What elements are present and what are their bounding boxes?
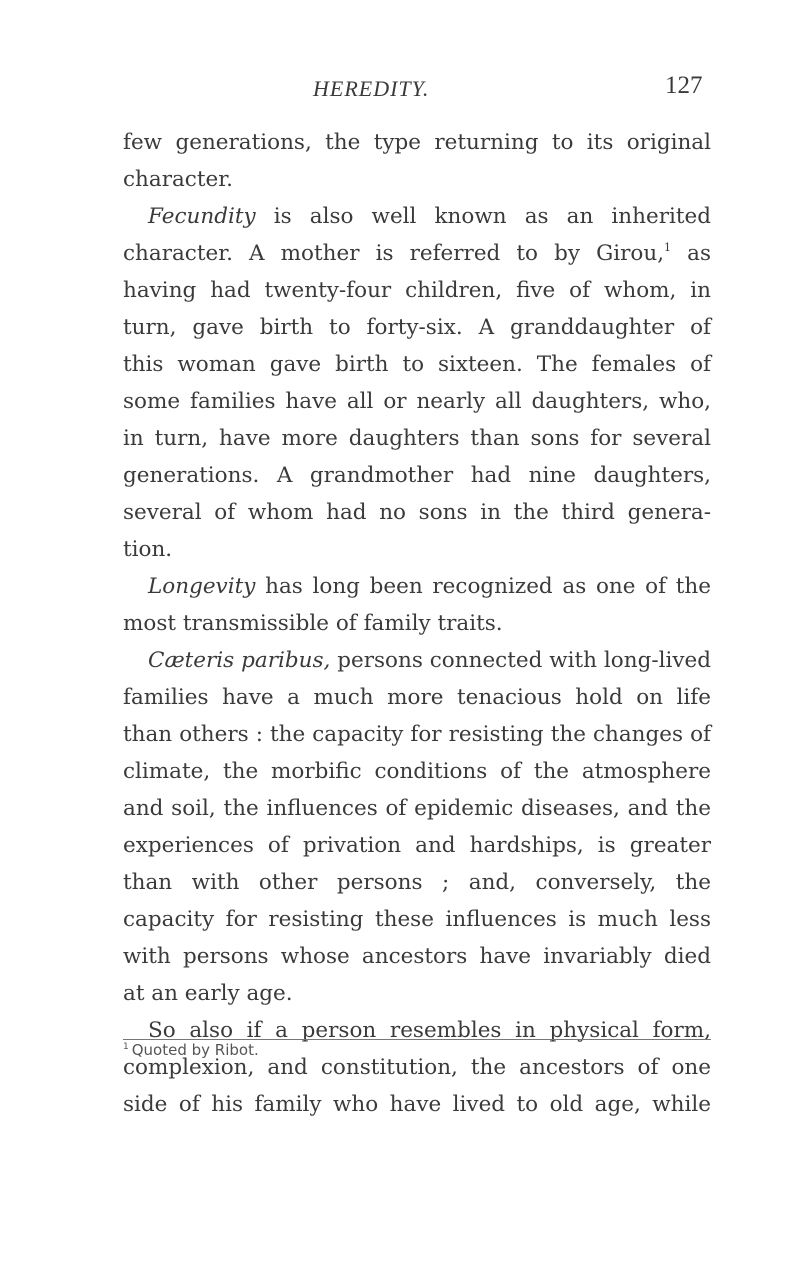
text-segment: character. A mother is referred to by Girou, — [123, 241, 665, 266]
text-line: capacity for resisting these influences is much less — [123, 907, 711, 932]
text-line: several of whom had no sons in the third genera- — [123, 500, 711, 525]
text-line: than with other persons ; and, conversely, the — [123, 870, 711, 895]
text-line — [123, 642, 711, 679]
text-line: than others : the capacity for resisting the changes of — [123, 722, 711, 747]
text-line: experiences of privation and hardships, is greater — [123, 833, 711, 858]
text-line — [123, 198, 711, 235]
text-line: most transmissible of family traits. — [123, 611, 503, 636]
italic-term-caeteris-paribus: Cæteris paribus, — [148, 648, 331, 673]
running-title: HEREDITY. — [313, 76, 430, 101]
footnote-divider — [123, 1039, 711, 1040]
text-line: at an early age. — [123, 981, 293, 1006]
page-number: 127 — [665, 72, 703, 99]
text-line: this woman gave birth to sixteen. The females of — [123, 352, 711, 377]
text-segment: has long been recognized as one of the — [265, 574, 711, 599]
text-line: side of his family who have lived to old age, while — [123, 1092, 711, 1117]
text-line: having had twenty-four children, five of whom, in — [123, 278, 711, 303]
text-line — [123, 235, 711, 272]
text-line: and soil, the influences of epidemic diseases, and the — [123, 796, 711, 821]
text-line: in turn, have more daughters than sons for several — [123, 426, 711, 451]
text-segment: as — [687, 241, 711, 266]
body-text — [123, 124, 711, 1123]
text-line: tion. — [123, 537, 173, 562]
text-line: some families have all or nearly all daughters, who, — [123, 389, 711, 414]
text-line: few generations, the type returning to its original — [123, 130, 711, 155]
footnote — [123, 1041, 259, 1059]
text-line: So also if a person resembles in physical form, — [148, 1018, 711, 1043]
footnote-text: Quoted by Ribot. — [131, 1041, 259, 1059]
footnote-reference: 1 — [664, 241, 672, 254]
text-segment: is also well known as an inherited — [273, 204, 711, 229]
text-line: turn, gave birth to forty-six. A granddaughter of — [123, 315, 711, 340]
text-segment: persons connected with long-lived — [337, 648, 711, 673]
text-line: generations. A grandmother had nine daughters, — [123, 463, 711, 488]
text-line: families have a much more tenacious hold on life — [123, 685, 711, 710]
text-line: character. — [123, 167, 233, 192]
footnote-marker: 1 — [123, 1042, 129, 1052]
italic-term-fecundity: Fecundity — [148, 204, 256, 229]
text-line: with persons whose ancestors have invariably died — [123, 944, 711, 969]
italic-term-longevity: Longevity — [148, 574, 256, 599]
text-line — [123, 568, 711, 605]
text-line: complexion, and constitution, the ancestors of one — [123, 1055, 711, 1080]
text-line: climate, the morbific conditions of the atmosphere — [123, 759, 711, 784]
